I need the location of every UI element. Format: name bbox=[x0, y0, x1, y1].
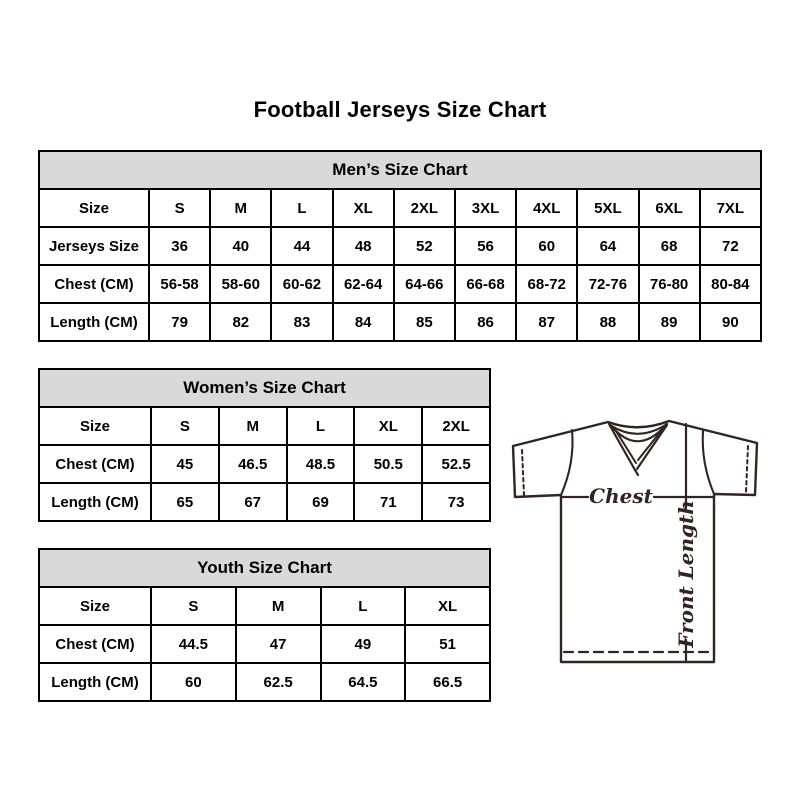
value-cell: L bbox=[287, 407, 355, 445]
row-label-cell: Length (CM) bbox=[39, 483, 151, 521]
table-row bbox=[39, 265, 761, 303]
value-cell: XL bbox=[405, 587, 490, 625]
value-cell: 64 bbox=[577, 227, 638, 265]
value-cell: S bbox=[151, 587, 236, 625]
value-cell: 62.5 bbox=[236, 663, 321, 701]
table-row bbox=[39, 663, 490, 701]
value-cell: 50.5 bbox=[354, 445, 422, 483]
value-cell: S bbox=[151, 407, 219, 445]
value-cell: 5XL bbox=[577, 189, 638, 227]
value-cell: 73 bbox=[422, 483, 490, 521]
value-cell: 3XL bbox=[455, 189, 516, 227]
value-cell: 86 bbox=[455, 303, 516, 341]
front-length-label: Front Length bbox=[674, 500, 698, 648]
row-label-cell: Jerseys Size bbox=[39, 227, 149, 265]
value-cell: 66-68 bbox=[455, 265, 516, 303]
value-cell: 52 bbox=[394, 227, 455, 265]
value-cell: 4XL bbox=[516, 189, 577, 227]
table-row bbox=[39, 625, 490, 663]
row-label-cell: Chest (CM) bbox=[39, 625, 151, 663]
value-cell: 66.5 bbox=[405, 663, 490, 701]
value-cell: 80-84 bbox=[700, 265, 761, 303]
jersey-outline bbox=[513, 421, 757, 662]
value-cell: 85 bbox=[394, 303, 455, 341]
chest-label: Chest bbox=[589, 484, 653, 508]
value-cell: 65 bbox=[151, 483, 219, 521]
table-row bbox=[39, 587, 490, 625]
table-row bbox=[39, 303, 761, 341]
value-cell: 46.5 bbox=[219, 445, 287, 483]
value-cell: 60 bbox=[516, 227, 577, 265]
table-row bbox=[39, 407, 490, 445]
value-cell: 72 bbox=[700, 227, 761, 265]
value-cell: 71 bbox=[354, 483, 422, 521]
jersey-size-diagram bbox=[505, 403, 777, 671]
mens-size-table bbox=[38, 150, 762, 342]
value-cell: 87 bbox=[516, 303, 577, 341]
value-cell: M bbox=[210, 189, 271, 227]
row-label-cell: Length (CM) bbox=[39, 663, 151, 701]
value-cell: 52.5 bbox=[422, 445, 490, 483]
value-cell: 68-72 bbox=[516, 265, 577, 303]
value-cell: 44 bbox=[271, 227, 332, 265]
row-label-cell: Chest (CM) bbox=[39, 265, 149, 303]
value-cell: 82 bbox=[210, 303, 271, 341]
value-cell: 84 bbox=[333, 303, 394, 341]
value-cell: S bbox=[149, 189, 210, 227]
value-cell: 47 bbox=[236, 625, 321, 663]
row-label-cell: Length (CM) bbox=[39, 303, 149, 341]
value-cell: 44.5 bbox=[151, 625, 236, 663]
value-cell: 48.5 bbox=[287, 445, 355, 483]
value-cell: L bbox=[321, 587, 406, 625]
table-section-title: Men’s Size Chart bbox=[39, 151, 761, 189]
table-section-title: Youth Size Chart bbox=[39, 549, 490, 587]
value-cell: XL bbox=[333, 189, 394, 227]
value-cell: 2XL bbox=[422, 407, 490, 445]
value-cell: 68 bbox=[639, 227, 700, 265]
value-cell: 79 bbox=[149, 303, 210, 341]
value-cell: 89 bbox=[639, 303, 700, 341]
value-cell: 62-64 bbox=[333, 265, 394, 303]
table-section-title: Women’s Size Chart bbox=[39, 369, 490, 407]
row-label-cell: Size bbox=[39, 407, 151, 445]
value-cell: 60-62 bbox=[271, 265, 332, 303]
value-cell: 64-66 bbox=[394, 265, 455, 303]
value-cell: 60 bbox=[151, 663, 236, 701]
womens-size-table bbox=[38, 368, 491, 522]
row-label-cell: Chest (CM) bbox=[39, 445, 151, 483]
table-row bbox=[39, 445, 490, 483]
value-cell: M bbox=[236, 587, 321, 625]
page-title: Football Jerseys Size Chart bbox=[253, 97, 547, 122]
youth-size-table bbox=[38, 548, 491, 702]
value-cell: 67 bbox=[219, 483, 287, 521]
row-label-cell: Size bbox=[39, 189, 149, 227]
value-cell: 56 bbox=[455, 227, 516, 265]
table-row bbox=[39, 189, 761, 227]
value-cell: 2XL bbox=[394, 189, 455, 227]
value-cell: 7XL bbox=[700, 189, 761, 227]
value-cell: 88 bbox=[577, 303, 638, 341]
value-cell: 58-60 bbox=[210, 265, 271, 303]
value-cell: 51 bbox=[405, 625, 490, 663]
value-cell: 45 bbox=[151, 445, 219, 483]
value-cell: 90 bbox=[700, 303, 761, 341]
value-cell: M bbox=[219, 407, 287, 445]
value-cell: 72-76 bbox=[577, 265, 638, 303]
value-cell: 40 bbox=[210, 227, 271, 265]
value-cell: 6XL bbox=[639, 189, 700, 227]
value-cell: 69 bbox=[287, 483, 355, 521]
value-cell: 76-80 bbox=[639, 265, 700, 303]
value-cell: 64.5 bbox=[321, 663, 406, 701]
row-label-cell: Size bbox=[39, 587, 151, 625]
table-row bbox=[39, 227, 761, 265]
table-row bbox=[39, 483, 490, 521]
value-cell: 49 bbox=[321, 625, 406, 663]
value-cell: 36 bbox=[149, 227, 210, 265]
value-cell: 48 bbox=[333, 227, 394, 265]
value-cell: XL bbox=[354, 407, 422, 445]
value-cell: 56-58 bbox=[149, 265, 210, 303]
value-cell: 83 bbox=[271, 303, 332, 341]
value-cell: L bbox=[271, 189, 332, 227]
